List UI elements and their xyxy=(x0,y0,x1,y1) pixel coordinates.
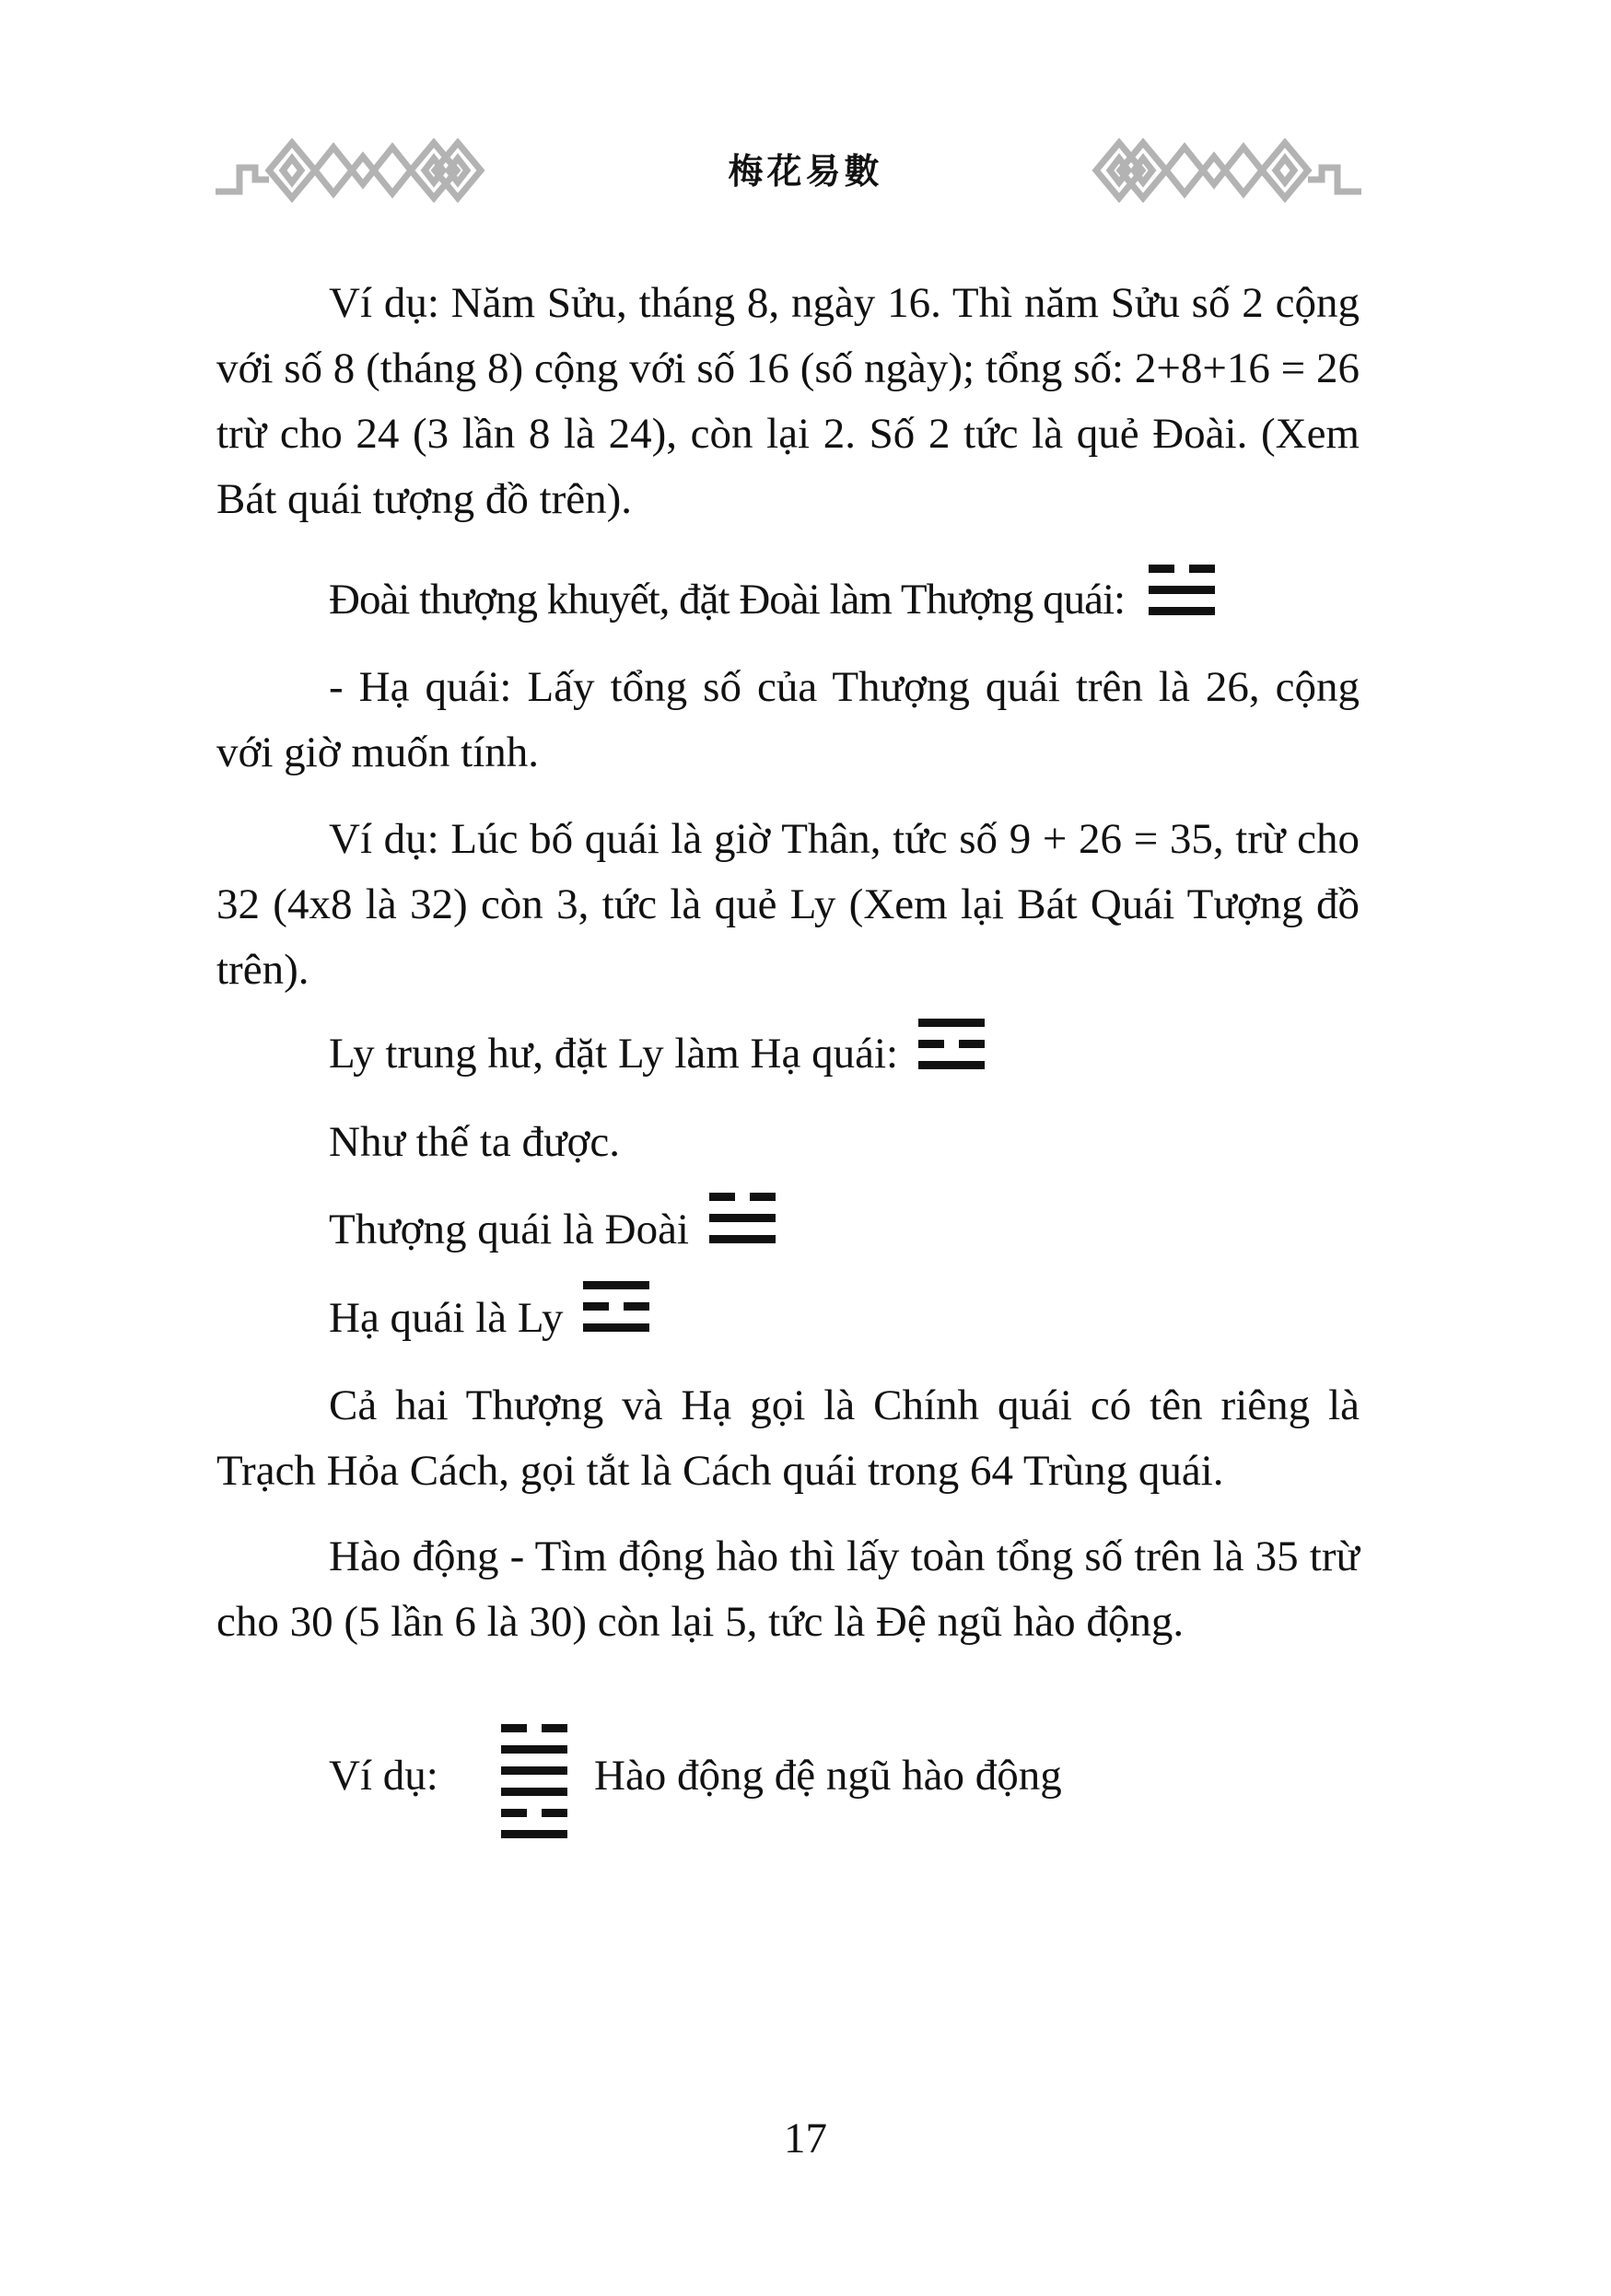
solid-line xyxy=(583,1281,649,1289)
running-header-title: 梅花易數 xyxy=(728,151,883,192)
broken-line xyxy=(501,1724,567,1732)
text: Thượng quái là Đoài xyxy=(329,1206,689,1253)
trigram-doai-icon xyxy=(1149,565,1215,628)
solid-line xyxy=(501,1830,567,1838)
hexagram-cach-icon xyxy=(501,1724,567,1851)
trigram-doai-icon xyxy=(709,1193,776,1256)
paragraph-example-upper: Ví dụ: Năm Sửu, tháng 8, ngày 16. Thì năm Sửu số 2 cộng với số 8 (tháng 8) cộng với số 16 (số ngày); tổng số: 2+8+16 = 26 trừ cho 24 (3 lần 8 là 24), còn lại 2. Số 2 tức là quẻ Đoài. (Xem Bát quái tượng đồ trên). xyxy=(216,279,1360,523)
page-number: 17 xyxy=(784,2115,827,2162)
header-ornament-right xyxy=(1041,138,1363,203)
broken-line xyxy=(583,1302,649,1311)
paragraph-upper-is-doai xyxy=(329,1197,766,1265)
solid-line xyxy=(1149,607,1215,615)
solid-line xyxy=(501,1788,567,1796)
text: Đoài thượng khuyết, đặt Đoài làm Thượng quái: xyxy=(329,576,1126,624)
solid-line xyxy=(501,1745,567,1754)
label: Ví dụ: xyxy=(329,1752,438,1800)
broken-line xyxy=(918,1040,985,1048)
paragraph-hao-dong: Hào động - Tìm động hào thì lấy toàn tổng số trên là 35 trừ cho 30 (5 lần 6 là 30) còn lại 5, tức là Đệ ngũ hào động. xyxy=(216,1533,1360,1646)
broken-line xyxy=(501,1809,567,1817)
paragraph-example-hexagram xyxy=(329,1743,438,1809)
solid-line xyxy=(583,1323,649,1332)
solid-line xyxy=(1149,586,1215,594)
solid-line xyxy=(501,1766,567,1775)
broken-line xyxy=(1149,565,1215,573)
paragraph-ly-lower xyxy=(329,1021,975,1090)
broken-line xyxy=(709,1193,776,1201)
trigram-ly-icon xyxy=(918,1019,985,1082)
hexagram-caption: Hào động đệ ngũ hào động xyxy=(594,1752,1062,1800)
solid-line xyxy=(918,1019,985,1027)
solid-line xyxy=(709,1214,776,1222)
paragraph-chinh-quai: Cả hai Thượng và Hạ gọi là Chính quái có tên riêng là Trạch Hỏa Cách, gọi tắt là Cách quái trong 64 Trùng quái. xyxy=(216,1381,1360,1495)
solid-line xyxy=(918,1061,985,1069)
text: Ly trung hư, đặt Ly làm Hạ quái: xyxy=(329,1030,899,1078)
paragraph-lower-is-ly xyxy=(329,1286,640,1354)
paragraph-doai-upper xyxy=(329,567,1202,635)
text: Hạ quái là Ly xyxy=(329,1294,564,1342)
trigram-ly-icon xyxy=(583,1281,649,1345)
paragraph-lower-trigram: - Hạ quái: Lấy tổng số của Thượng quái trên là 26, cộng với giờ muốn tính. xyxy=(216,663,1360,776)
solid-line xyxy=(709,1235,776,1243)
paragraph-result: Như thế ta được. xyxy=(329,1118,620,1166)
paragraph-example-lower: Ví dụ: Lúc bố quái là giờ Thân, tức số 9 + 26 = 35, trừ cho 32 (4x8 là 32) còn 3, tức là quẻ Ly (Xem lại Bát Quái Tượng đồ trên). xyxy=(216,815,1360,994)
